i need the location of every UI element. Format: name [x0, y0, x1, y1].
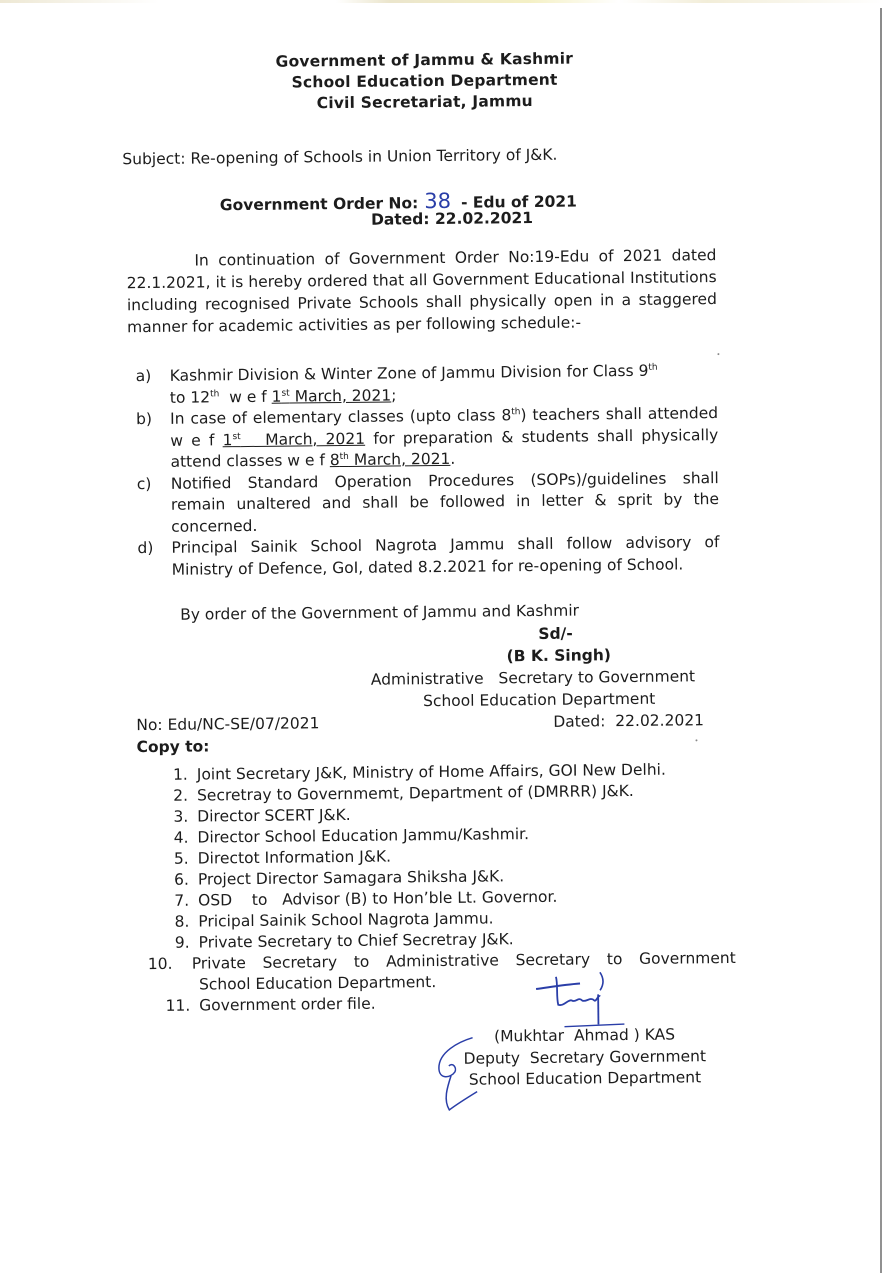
list-item-number: 2. — [173, 786, 189, 805]
superscript: th — [209, 388, 220, 399]
schedule-item-label: d) — [137, 538, 154, 558]
text-run: March, 2021 — [348, 449, 451, 469]
letterhead-office: Civil Secretariat, Jammu — [316, 92, 533, 113]
schedule-item-b — [136, 403, 719, 474]
list-item-text: Secretray to Governmemt, Department of (DMRRR) J&K. — [196, 781, 634, 805]
list-item-number: 10. — [147, 954, 173, 974]
list-item-number: 9. — [174, 933, 190, 952]
text-run: ; — [391, 385, 397, 404]
text-run: 8 — [329, 451, 340, 470]
text-run: for preparation & students shall physically attend classes w e f — [170, 425, 719, 471]
list-item-number: 8. — [174, 912, 190, 931]
copy-to-list — [144, 759, 737, 1017]
deputy-signatory-department: School Education Department — [468, 1068, 702, 1089]
order-date: Dated: 22.02.2021 — [370, 209, 534, 229]
list-item-number: 5. — [173, 849, 189, 868]
schedule-item-label: b) — [135, 410, 153, 429]
signatory-department: School Education Department — [422, 689, 656, 711]
letterhead-department: School Education Department — [291, 70, 558, 92]
subject-line: Subject: Re-opening of Schools in Union Territory of J&K. — [122, 145, 558, 169]
schedule-item-text — [170, 403, 719, 473]
list-item-number: 7. — [174, 891, 190, 910]
text-run: March, 2021 — [289, 386, 392, 406]
list-item-text: Director SCERT J&K. — [197, 805, 351, 826]
order-number-suffix: - Edu of 2021 — [460, 192, 578, 212]
schedule-item-label: a) — [135, 367, 152, 386]
list-item-number-spacer — [146, 975, 190, 996]
text-run: . — [450, 449, 456, 468]
list-item-number: 1. — [172, 765, 188, 784]
superscript: th — [511, 407, 521, 418]
list-item-number: 3. — [173, 807, 189, 826]
schedule-item-d — [137, 532, 719, 581]
schedule-list — [136, 360, 720, 581]
superscript: th — [339, 451, 349, 463]
deputy-signatory-designation: Deputy Secretary Government — [463, 1046, 707, 1068]
reference-number: No: Edu/NC-SE/07/2021 — [136, 714, 320, 735]
deputy-signatory-block — [429, 1024, 740, 1092]
signatory-name: (B K. Singh) — [506, 646, 612, 666]
text-run: March, 2021 — [240, 429, 366, 449]
order-number-handwritten: 38 — [424, 188, 452, 214]
list-item-text: Project Director Samagara Shiksha J&K. — [197, 867, 505, 889]
letterhead-government: Government of Jammu & Kashmir — [275, 49, 574, 71]
deputy-signatory-name: (Mukhtar Ahmad ) KAS — [493, 1025, 676, 1046]
list-item-text: Government order file. — [199, 994, 376, 1015]
speck — [695, 739, 697, 741]
underlined-date — [222, 429, 365, 448]
signed-mark: Sd/- — [538, 624, 573, 643]
signatory-designation: Administrative Secretary to Government — [370, 667, 696, 689]
schedule-item-a — [136, 360, 718, 409]
superscript: th — [648, 362, 658, 373]
list-item-number: 6. — [174, 870, 190, 889]
schedule-item-c — [137, 468, 720, 539]
text-run: to 12 — [169, 387, 211, 407]
list-item-text: School Education Department. — [198, 973, 437, 994]
copy-to-heading: Copy to: — [136, 737, 210, 757]
schedule-item-text: Principal Sainik School Nagrota Jammu shall follow advisory of Ministry of Defence, GoI, dated 8.2.2021 for re-opening of School. — [171, 533, 720, 579]
signatory-date: Dated: 22.02.2021 — [553, 711, 705, 731]
superscript: st — [281, 388, 290, 399]
list-item-text: OSD to Advisor (B) to Hon’ble Lt. Governor. — [198, 887, 558, 910]
list-item-text: Pricipal Sainik School Nagrota Jammu. — [198, 909, 494, 931]
handwritten-signature-icon — [534, 966, 625, 1033]
list-item-number: 4. — [173, 828, 189, 847]
text-run: ) teachers shall attended w e f — [170, 404, 719, 450]
letterhead — [194, 48, 655, 116]
by-order-line: By order of the Government of Jammu and Kashmir — [180, 601, 580, 624]
signatory-block — [360, 622, 730, 731]
list-item-text: Private Secretary to Chief Secretray J&K. — [198, 930, 514, 952]
underlined-date — [330, 450, 451, 469]
text-run: w e f — [219, 387, 272, 406]
order-number-label: Government Order No: — [219, 194, 419, 215]
schedule-item-label: c) — [136, 474, 152, 493]
list-item-text: Directot Information J&K. — [197, 847, 392, 868]
text-run: In case of elementary classes (upto class 8 — [169, 406, 512, 428]
speck — [717, 353, 719, 355]
text-run: Kashmir Division & Winter Zone of Jammu Division for Class 9 — [169, 361, 649, 385]
superscript: st — [232, 431, 241, 442]
list-item-text: Joint Secretary J&K, Ministry of Home Affairs, GOI New Delhi. — [196, 760, 666, 784]
list-item-text: Director School Education Jammu/Kashmir. — [197, 825, 530, 847]
intro-paragraph: In continuation of Government Order No:19-Edu of 2021 dated 22.1.2021, it is hereby ordered that all Government Educational Institutions including recognised Private Schools shall physically open in a staggered manner for academic activities as per following schedule:- — [126, 246, 717, 337]
list-item-number: 11. — [165, 996, 191, 1015]
schedule-item-text — [170, 360, 718, 409]
text-run: 1 — [271, 387, 282, 406]
underlined-date — [272, 386, 392, 405]
schedule-item-text: Notified Standard Operation Procedures (SOPs)/guidelines shall remain unaltered and shall be followed in letter & sprit by the concerned. — [170, 468, 720, 536]
text-run: 1 — [222, 430, 233, 449]
list-item-text: Private Secretary to Administrative Secretary to Government — [191, 948, 736, 973]
